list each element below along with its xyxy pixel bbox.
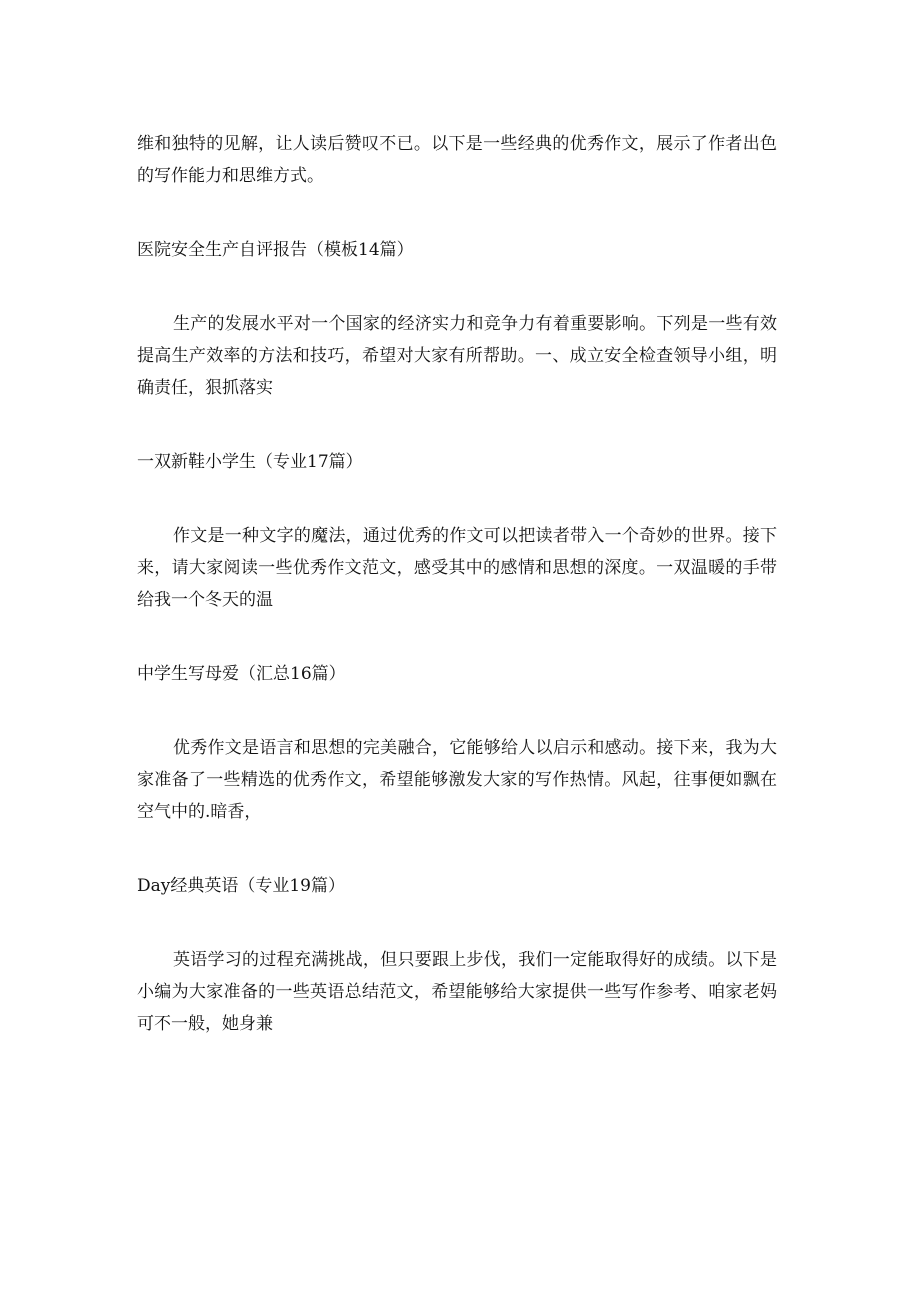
article-title: 医院安全生产自评报告（模板14篇）: [137, 240, 414, 260]
spacer: [137, 404, 777, 446]
article-summary: 作文是一种文字的魔法，通过优秀的作文可以把读者带入一个奇妙的世界。接下来，请大家阅读一些优秀作文范文，感受其中的感情和思想的深度。一双温暖的手带给我一个冬天的温: [137, 526, 777, 610]
article-title: 中学生写母爱（汇总16篇）: [137, 664, 346, 684]
article-title: Day经典英语（专业19篇）: [137, 876, 346, 896]
spacer: [137, 690, 777, 732]
intro-paragraph: 维和独特的见解，让人读后赞叹不已。以下是一些经典的优秀作文，展示了作者出色的写作能力和思维方式。: [137, 134, 777, 186]
spacer: [137, 192, 777, 234]
document-page: [137, 128, 777, 1040]
spacer: [137, 616, 777, 658]
article-title: 一双新鞋小学生（专业17篇）: [137, 452, 363, 472]
spacer: [137, 828, 777, 870]
spacer: [137, 266, 777, 308]
article-summary: 优秀作文是语言和思想的完美融合，它能够给人以启示和感动。接下来，我为大家准备了一些精选的优秀作文，希望能够激发大家的写作热情。风起，往事便如飘在空气中的.暗香，: [137, 738, 777, 822]
spacer: [137, 478, 777, 520]
spacer: [137, 902, 777, 944]
article-summary: 生产的发展水平对一个国家的经济实力和竞争力有着重要影响。下列是一些有效提高生产效率的方法和技巧，希望对大家有所帮助。一、成立安全检查领导小组，明确责任，狠抓落实: [137, 314, 777, 398]
article-summary: 英语学习的过程充满挑战，但只要跟上步伐，我们一定能取得好的成绩。以下是小编为大家准备的一些英语总结范文，希望能够给大家提供一些写作参考、咱家老妈可不一般，她身兼: [137, 950, 777, 1034]
